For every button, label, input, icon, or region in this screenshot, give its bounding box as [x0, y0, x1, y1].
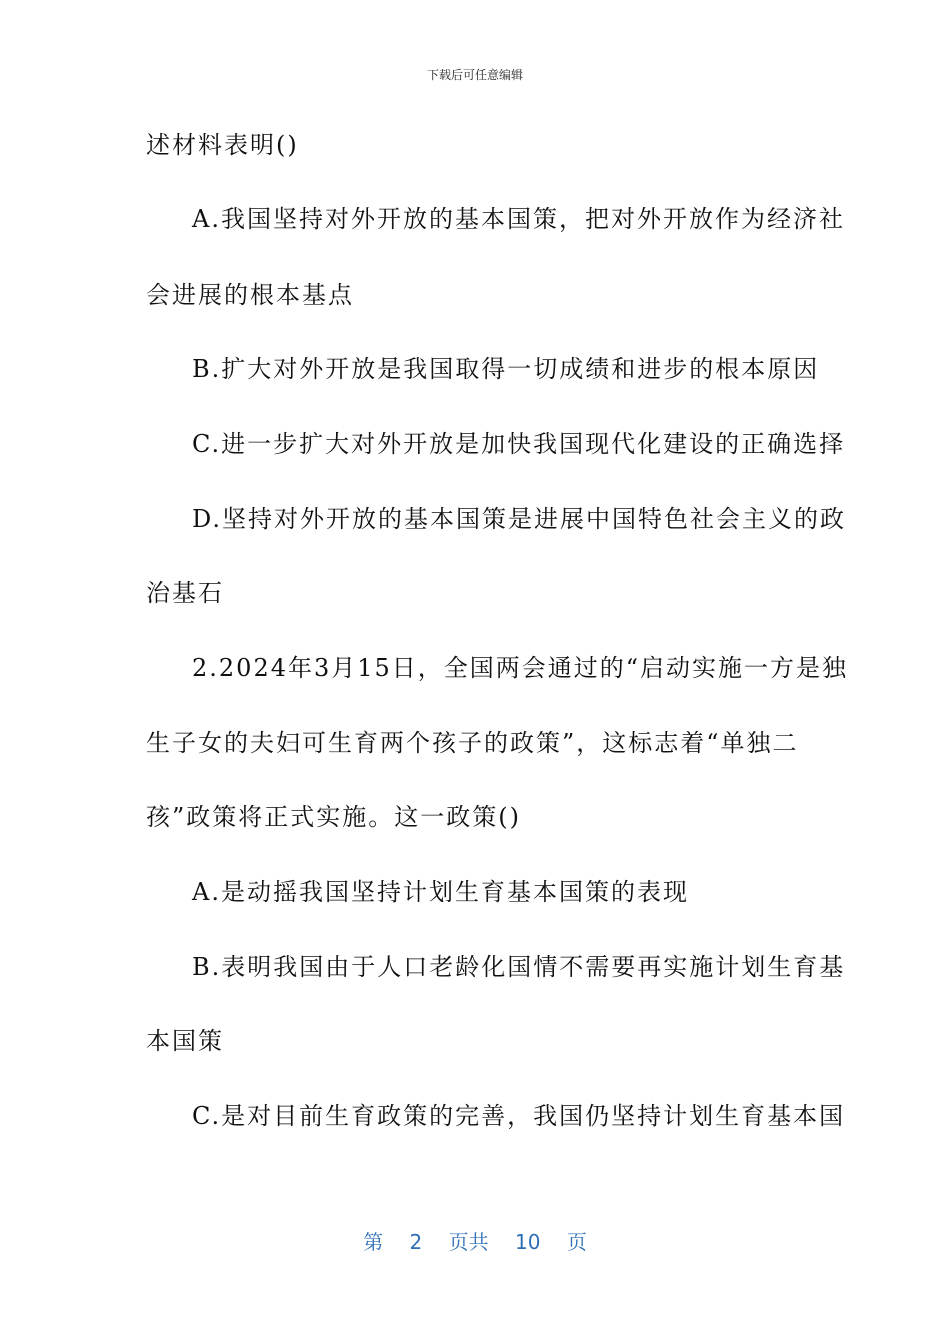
text-line: 生子女的夫妇可生育两个孩子的政策”，这标志着“单独二 [146, 729, 799, 757]
question-line: 2.2024年3月15日，全国两会通过的“启动实施一方是独 [192, 654, 849, 682]
text-line: 会进展的根本基点 [146, 281, 354, 309]
option-line: B.扩大对外开放是我国取得一切成绩和进步的根本原因 [192, 355, 820, 383]
option-line: C.是对目前生育政策的完善，我国仍坚持计划生育基本国 [192, 1102, 846, 1130]
footer-prefix: 第 [363, 1230, 384, 1254]
text-line: 孩”政策将正式实施。这一政策() [146, 803, 521, 831]
option-line: A.是动摇我国坚持计划生育基本国策的表现 [192, 878, 689, 906]
option-line: A.我国坚持对外开放的基本国策，把对外开放作为经济社 [192, 205, 845, 233]
option-line: D.坚持对外开放的基本国策是进展中国特色社会主义的政 [192, 505, 847, 533]
footer-suffix: 页 [566, 1230, 587, 1254]
option-line: C.进一步扩大对外开放是加快我国现代化建设的正确选择 [192, 430, 846, 458]
page-footer [0, 1226, 950, 1255]
option-line: B.表明我国由于人口老龄化国情不需要再实施计划生育基 [192, 953, 846, 981]
text-line: 述材料表明() [146, 131, 299, 159]
header-note: 下载后可任意编辑 [426, 68, 523, 82]
footer-middle: 页共 [448, 1230, 489, 1254]
footer-total-pages: 10 [515, 1230, 541, 1254]
text-line: 治基石 [146, 579, 224, 607]
text-line: 本国策 [146, 1027, 224, 1055]
footer-page-number: 2 [409, 1230, 423, 1254]
